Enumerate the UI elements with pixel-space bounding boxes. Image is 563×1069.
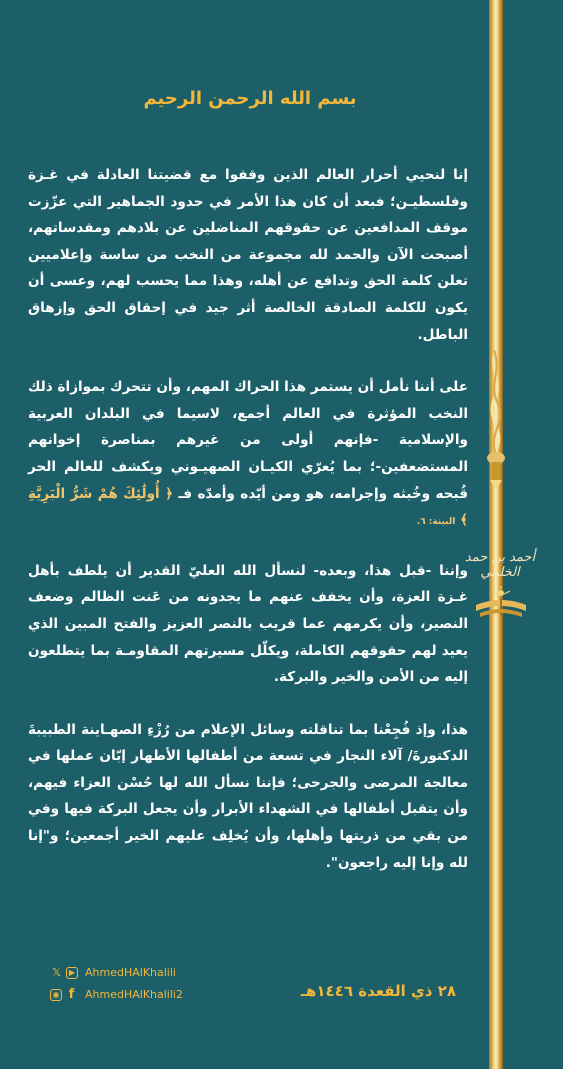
book-emblem-icon: [472, 585, 530, 621]
tassel-ornament: [484, 350, 508, 490]
social-handle-1[interactable]: AhmedHAlKhalili: [85, 966, 176, 979]
verse-reference: البينة: ٦.: [416, 517, 456, 528]
instagram-icon[interactable]: ◉: [50, 989, 62, 1001]
social-handle-2[interactable]: AhmedHAlKhalili2: [85, 988, 183, 1001]
statement-body: [28, 162, 468, 902]
x-icon[interactable]: 𝕏: [52, 966, 61, 979]
youtube-icon[interactable]: ▶: [66, 967, 78, 979]
paragraph-3: وإننا -قبل هذا، وبعده- لنسأل الله العليّ القدير أن يلطف بأهل غـزة العزة، وأن يخفف عنهم ما يجدونه من عَنت الظالم وضعف النصير، وأن يكرمهم عما قريب بالنصر العزيز والفتح المبين الذي يعيد لهم حقوقهم الكاملة، ويكلّل مسيرتهم المقاومـة بما يتطلعون إليه من الأمن والخير والبركة.: [28, 562, 468, 686]
page-title: بسم الله الرحمن الرحيم: [143, 88, 357, 109]
hijri-date: ٢٨ ذي القعدة ١٤٤٦هـ: [300, 982, 456, 1000]
social-row-2: [50, 984, 183, 1003]
paragraph-1: إنا لنحيي أحرار العالم الذين وقفوا مع قضيتنا العادلة في غـزة وفلسطيـن؛ فبعد أن كان هذا الأمر في حدود الجماهير التي عزّزت موقف المدافعين عن حقوقهم المناضلين عن بلادهم ومقدساتهم، أصبحت الآن والحمد لله مجموعة من النخب من ساسة وإعلاميين تعلن كلمة الحق وتدافع عن أهله، وهذا مما يحسب لهم، وعسى أن يكون للكلمة الصادقة الخالصة أثر جيد في إحقاق الحق وإزهاق الباطل.: [28, 167, 468, 343]
paragraph-4: هذا، وإذ فُجِعْنا بما تناقلته وسائل الإعلام من رُزْءِ الصهـاينة الطبيبةَ الدكتورةَ/ آلاء النجار في تسعة من أطفالها الأطهار إبّان عملها في معالجة المرضى والجرحى؛ فإننا نسأل الله لها حُسْن العزاء فيهم، وأن يتقبل أطفالها في الشهداء الأبرار وأن يجعل البركة فيها وفي من بقي من ذريتها وأهلها، وأن يُخلِف عليهم الخير أجمعين؛ و"إنا لله وإنا إليه راجعون".: [28, 721, 468, 871]
signature: أحمد بن حمد الخليلي: [464, 550, 536, 580]
social-row-1: [50, 962, 176, 981]
gold-rod: [489, 0, 503, 1069]
paragraph-2-text: على أننا نأمل أن يستمر هذا الحراك المهم، وأن تتحرك بموازاة ذلك النخب المؤثرة في العالم أجمع، لاسيما في البلدان العربية والإسلامية -فإنهم أولى من غيرهم بمناصرة إخوانهم المستضعفين-؛ بما يُعرّي الكيـان الصهيـوني ويكشف للعالم الحر قُبحه وخُبثه وإجرامه، هو ومن أيّده وأمدّه فـ: [28, 379, 469, 502]
quran-verse: ﴿ أُولَٰئِكَ هُمْ شَرُّ الْبَرِيَّةِ ﴾: [28, 485, 468, 529]
paragraph-2: [28, 374, 468, 536]
facebook-icon[interactable]: f: [68, 987, 75, 1002]
